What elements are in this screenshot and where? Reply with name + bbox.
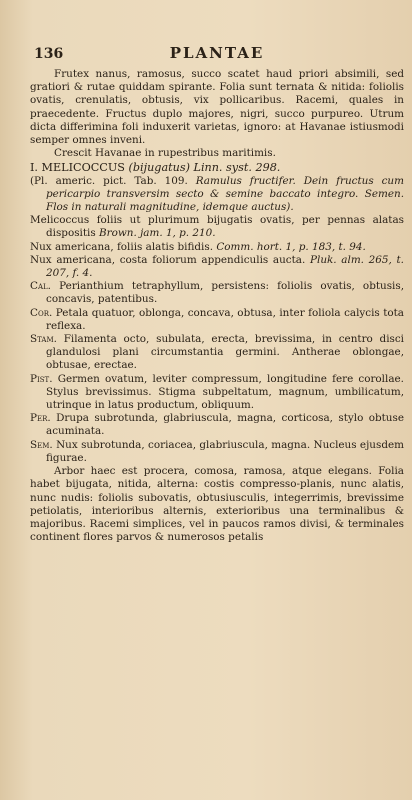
character-calyx: Cal. Perianthium tetraphyllum, persistens: foliolis ovatis, obtusis, concavis, patentibus. <box>30 280 405 306</box>
body-text <box>30 68 404 544</box>
character-pericarp: Per. Drupa subrotunda, glabriuscula, magna, corticosa, stylo obtuse acuminata. <box>30 412 404 438</box>
synonym: (Pl. americ. pict. Tab. 109. Ramulus fructifer. Dein fructus cum pericarpio transversim secto & semine baccato integro. Semen. Flos in naturali magnitudine, idemque auctus). <box>30 174 404 214</box>
description-paragraph: Arbor haec est procera, comosa, ramosa, atque elegans. Folia habet bijugata, nitida, alterna: costis compresso-planis, nunc alatis, nunc nudis: foliolis subovatis, obtusiusculis, integerrimis, brevissime petiolatis, interioribus alternis, exterioribus una terminalibus & majoribus. Racemi simplices, vel in paucos ramos divisi, & terminales continent flores parvos & numerosos petalis <box>30 465 404 544</box>
character-corolla: Cor. Petala quatuor, oblonga, concava, obtusa, inter foliola calycis tota reflexa. <box>30 306 404 332</box>
character-pistil: Pist. Germen ovatum, leviter compressum, longitudine fere corollae. Stylus brevissimus. Stigma subpeltatum, magnum, umbilicatum, utrinque in latus productum, obliquum. <box>30 372 404 412</box>
paragraph: Crescit Havanae in rupestribus maritimis. <box>54 147 276 160</box>
entry-number: I. <box>30 161 38 175</box>
running-head: PLANTAE <box>169 44 265 62</box>
species-heading <box>30 161 404 174</box>
linnaeus-citation: Linn. syst. 298. <box>193 161 281 175</box>
paragraph: Frutex nanus, ramosus, succo scatet haud priori absimili, sed gratiori & rutae quiddam spirante. Folia sunt ternata & nitida: foliolis ovatis, crenulatis, obtusis, vix pollicaribus. Racemi, quales in praecedente. Fructus duplo majores, nigri, succo purpureo. Utrum dicta differimina foli induxerit varietas, ignoro: at Havanae istiusmodi semper omnes inveni. <box>30 68 404 147</box>
species-name: (bijugatus) <box>128 161 190 175</box>
page-header <box>30 38 404 68</box>
character-seed: Sem. Nux subrotunda, coriacea, glabriuscula, magna. Nucleus ejusdem figurae. <box>30 438 404 464</box>
synonym: Nux americana, foliis alatis bifidis. Comm. hort. 1, p. 183, t. 94. <box>30 240 366 253</box>
page-number: 136 <box>34 46 64 62</box>
genus-name: MELICOCCUS <box>41 161 125 175</box>
character-stamens: Stam. Filamenta octo, subulata, erecta, brevissima, in centro disci glandulosi plani circumstantia germini. Antherae oblongae, obtusae, erectae. <box>30 333 404 372</box>
synonym: Nux americana, costa foliorum appendiculis aucta. Pluk. alm. 265, t. 207, f. 4. <box>30 253 404 280</box>
synonym: Melicoccus foliis ut plurimum bijugatis ovatis, per pennas alatas dispositis Brown. jam. 1, p. 210. <box>30 214 404 240</box>
